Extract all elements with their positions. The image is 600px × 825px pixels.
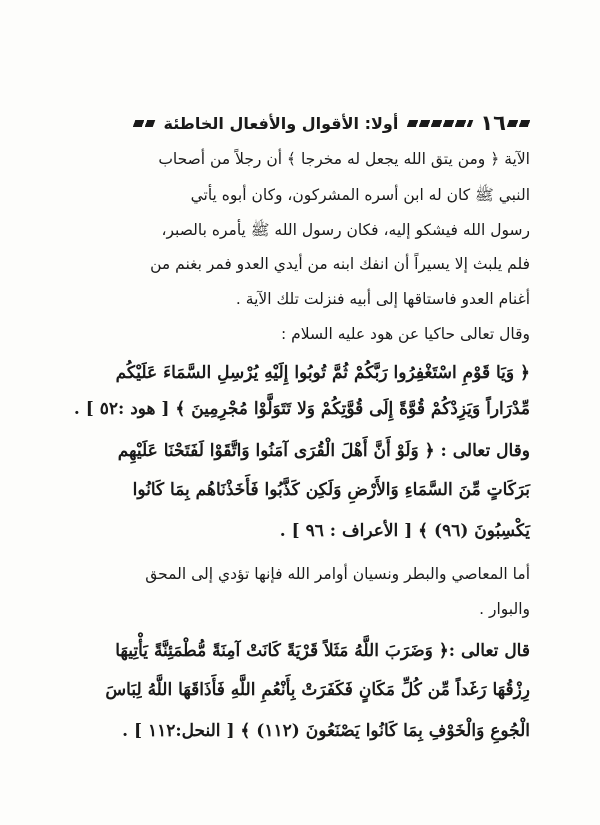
quran-verse-line: مِّدْرَاراً وَيَزِدْكُمْ قُوَّةً إِلَى قُوَّتِكُمْ وَلا تَتَوَلَّوْا مُجْرِمِينَ ﴾ [ هود :٥٢ ] . bbox=[73, 399, 530, 419]
text-line: أما المعاصي والبطر ونسيان أوامر الله فإنها تؤدي إلى المحق bbox=[145, 565, 530, 583]
quran-verse-line: بَرَكَاتٍ مِّنَ السَّمَاءِ وَالأَرْضِ وَلَكِن كَذَّبُوا فَأَخَذْنَاهُم بِمَا كَانُوا bbox=[132, 480, 530, 500]
quran-verse-line: الْجُوعِ وَالْخَوْفِ بِمَا كَانُوا يَصْنَعُونَ (١١٢) ﴾ [ النحل:١١٢ ] . bbox=[122, 721, 530, 741]
header-ornament-middle bbox=[407, 120, 474, 127]
header-ornament-right bbox=[507, 120, 532, 127]
quran-verse-line: يَكْسِبُونَ (٩٦) ﴾ [ الأعراف : ٩٦ ] . bbox=[279, 521, 530, 541]
chapter-title: أولا: الأقوال والأفعال الخاطئة bbox=[163, 113, 399, 133]
text-line: الآية ﴿ ومن يتق الله يجعل له مخرجا ﴾ أن رجلاً من أصحاب bbox=[158, 150, 530, 168]
quran-verse-line: قال تعالى :﴿ وَضَرَبَ اللَّهُ مَثَلاً قَرْيَةً كَانَتْ آمِنَةً مُّطْمَئِنَّةً يَأْتِيهَا bbox=[115, 641, 530, 661]
text-line: أغنام العدو فاستاقها إلى أبيه فنزلت تلك الآية . bbox=[235, 290, 530, 308]
quran-verse-line: ﴿ وَيَا قَوْمِ اسْتَغْفِرُوا رَبَّكُمْ ثُمَّ تُوبُوا إِلَيْهِ يُرْسِلِ السَّمَاءَ عَلَيْكُم bbox=[115, 363, 530, 383]
text-line: والبوار . bbox=[479, 600, 530, 618]
page-header bbox=[78, 108, 530, 138]
header-ornament-left bbox=[132, 120, 155, 127]
page-number: ١٦ bbox=[480, 111, 506, 135]
text-line: وقال تعالى حاكيا عن هود عليه السلام : bbox=[280, 325, 530, 343]
text-line: رسول الله فيشكو إليه، فكان رسول الله ﷺ يأمره بالصبر، bbox=[161, 221, 530, 239]
text-line: فلم يلبث إلا يسيراً أن انفك ابنه من أيدي العدو فمر بغنم من bbox=[150, 255, 530, 273]
text-line: النبي ﷺ كان له ابن أسره المشركون، وكان أبوه يأتي bbox=[190, 186, 530, 204]
quran-verse-line: وقال تعالى : ﴿ وَلَوْ أَنَّ أَهْلَ الْقُرَى آمَنُوا وَاتَّقَوْا لَفَتَحْنَا عَلَيْهِم bbox=[117, 441, 530, 461]
quran-verse-line: رِزْقُهَا رَغَداً مِّن كُلِّ مَكَانٍ فَكَفَرَتْ بِأَنْعُمِ اللَّهِ فَأَذَاقَهَا اللَّهُ لِبَاسَ bbox=[105, 680, 530, 700]
